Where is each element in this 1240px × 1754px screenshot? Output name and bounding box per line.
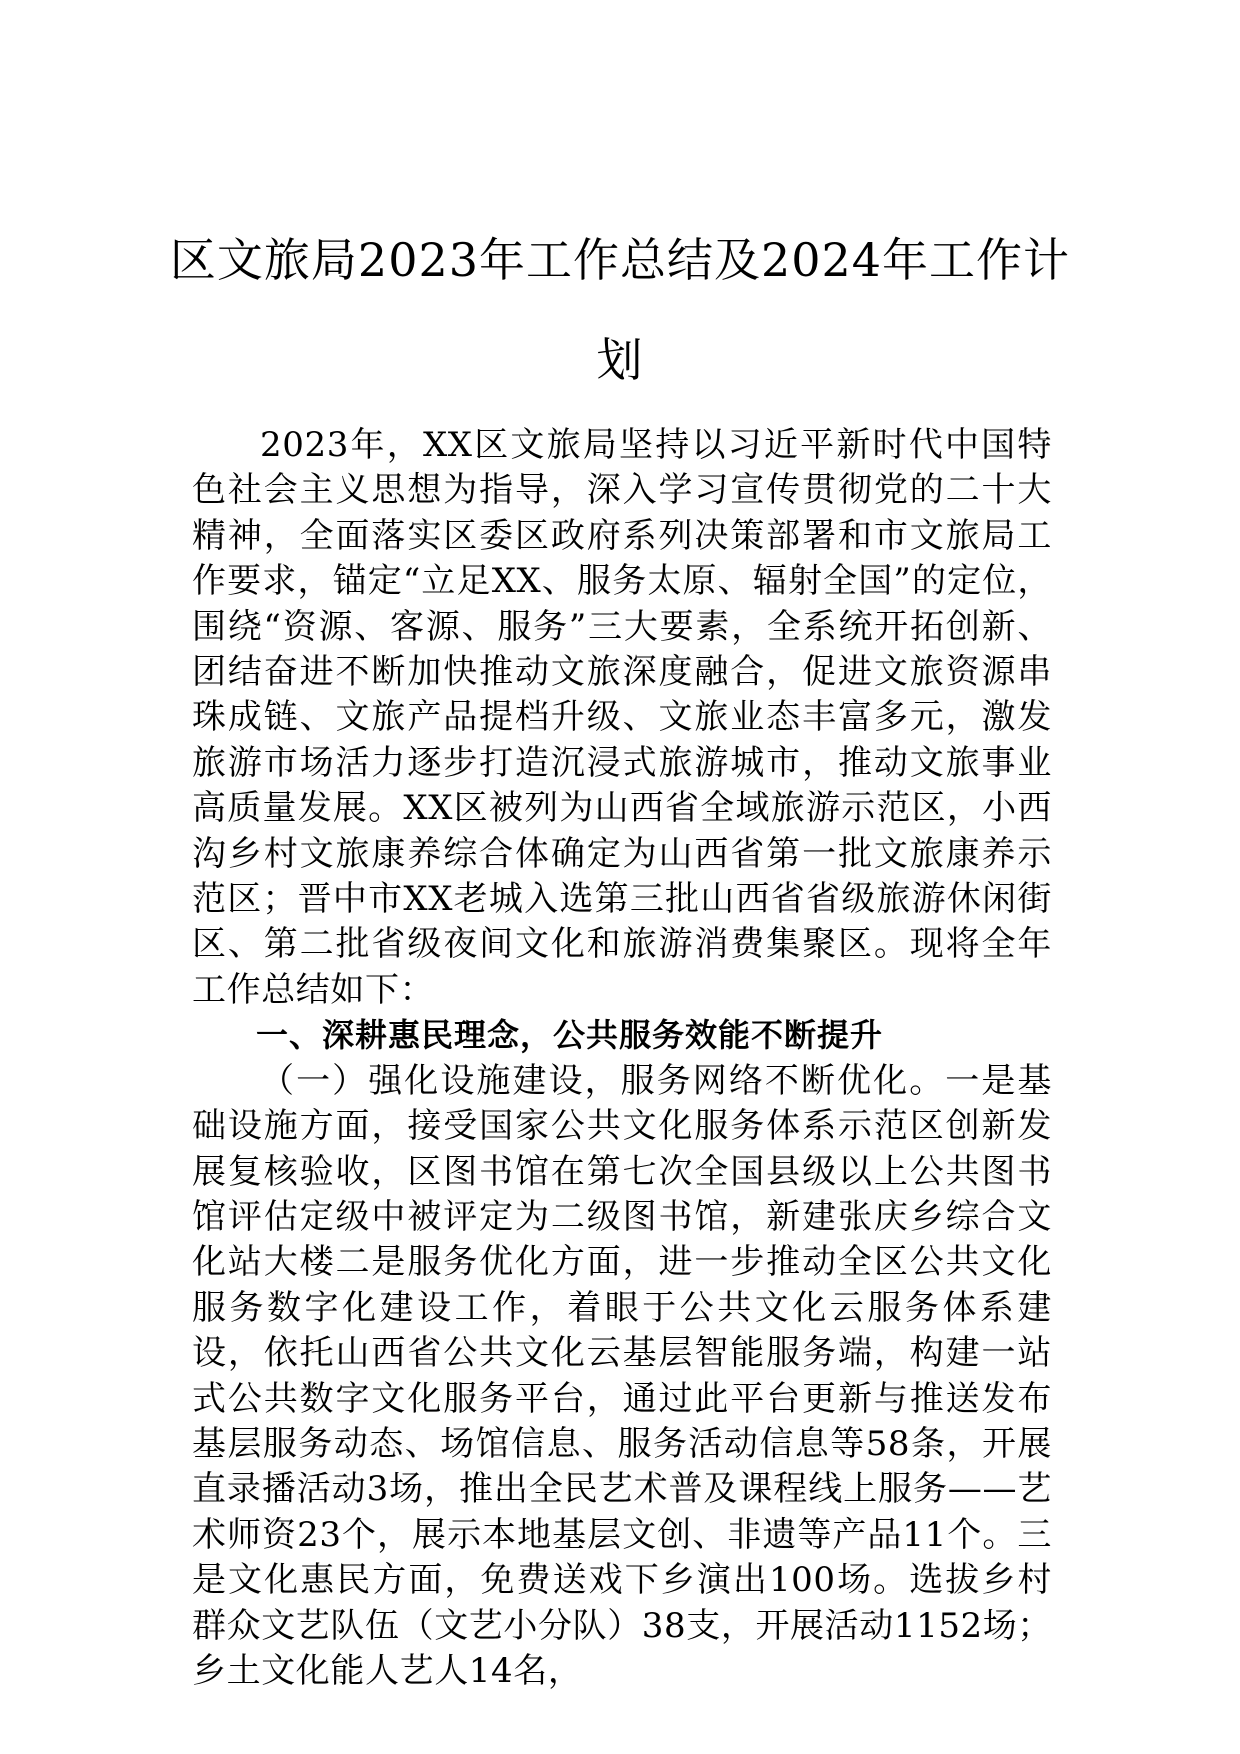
document-title: 区文旅局2023年工作总结及2024年工作计划 — [169, 233, 1071, 387]
section-heading: 一、深耕惠民理念，公共服务效能不断提升 — [256, 1016, 884, 1055]
intro-paragraph: 2023年，XX区文旅局坚持以习近平新时代中国特色社会主义思想为指导，深入学习宣传贯彻党的二十大精神，全面落实区委区政府系列决策部署和市文旅局工作要求，锚定“立足XX、服务太原、辐射全国”的定位，围绕“资源、客源、服务”三大要素，全系统开拓创新、团结奋进不断加快推动文旅深度融合，促进文旅资源串珠成链、文旅产品提档升级、文旅业态丰富多元，激发旅游市场活力逐步打造沉浸式旅游城市，推动文旅事业高质量发展。XX区被列为山西省全域旅游示范区，小西沟乡村文旅康养综合体确定为山西省第一批文旅康养示范区；晋中市XX老城入选第三批山西省省级旅游休闲街区、第二批省级夜间文化和旅游消费集聚区。现将全年工作总结如下： — [192, 425, 1052, 1010]
document-body — [192, 423, 1052, 1694]
subsection-paragraph: （一）强化设施建设，服务网络不断优化。一是基础设施方面，接受国家公共文化服务体系示范区创新发展复核验收，区图书馆在第七次全国县级以上公共图书馆评估定级中被评定为二级图书馆，新建张庆乡综合文化站大楼二是服务优化方面，进一步推动全区公共文化服务数字化建设工作，着眼于公共文化云服务体系建设，依托山西省公共文化云基层智能服务端，构建一站式公共数字文化服务平台，通过此平台更新与推送发布基层服务动态、场馆信息、服务活动信息等58条，开展直录播活动3场，推出全民艺术普及课程线上服务——艺术师资23个，展示本地基层文创、非遗等产品11个。三是文化惠民方面，免费送戏下乡演出100场。选拔乡村群众文艺队伍（文艺小分队）38支，开展活动1152场；乡土文化能人艺人14名， — [192, 1060, 1052, 1691]
